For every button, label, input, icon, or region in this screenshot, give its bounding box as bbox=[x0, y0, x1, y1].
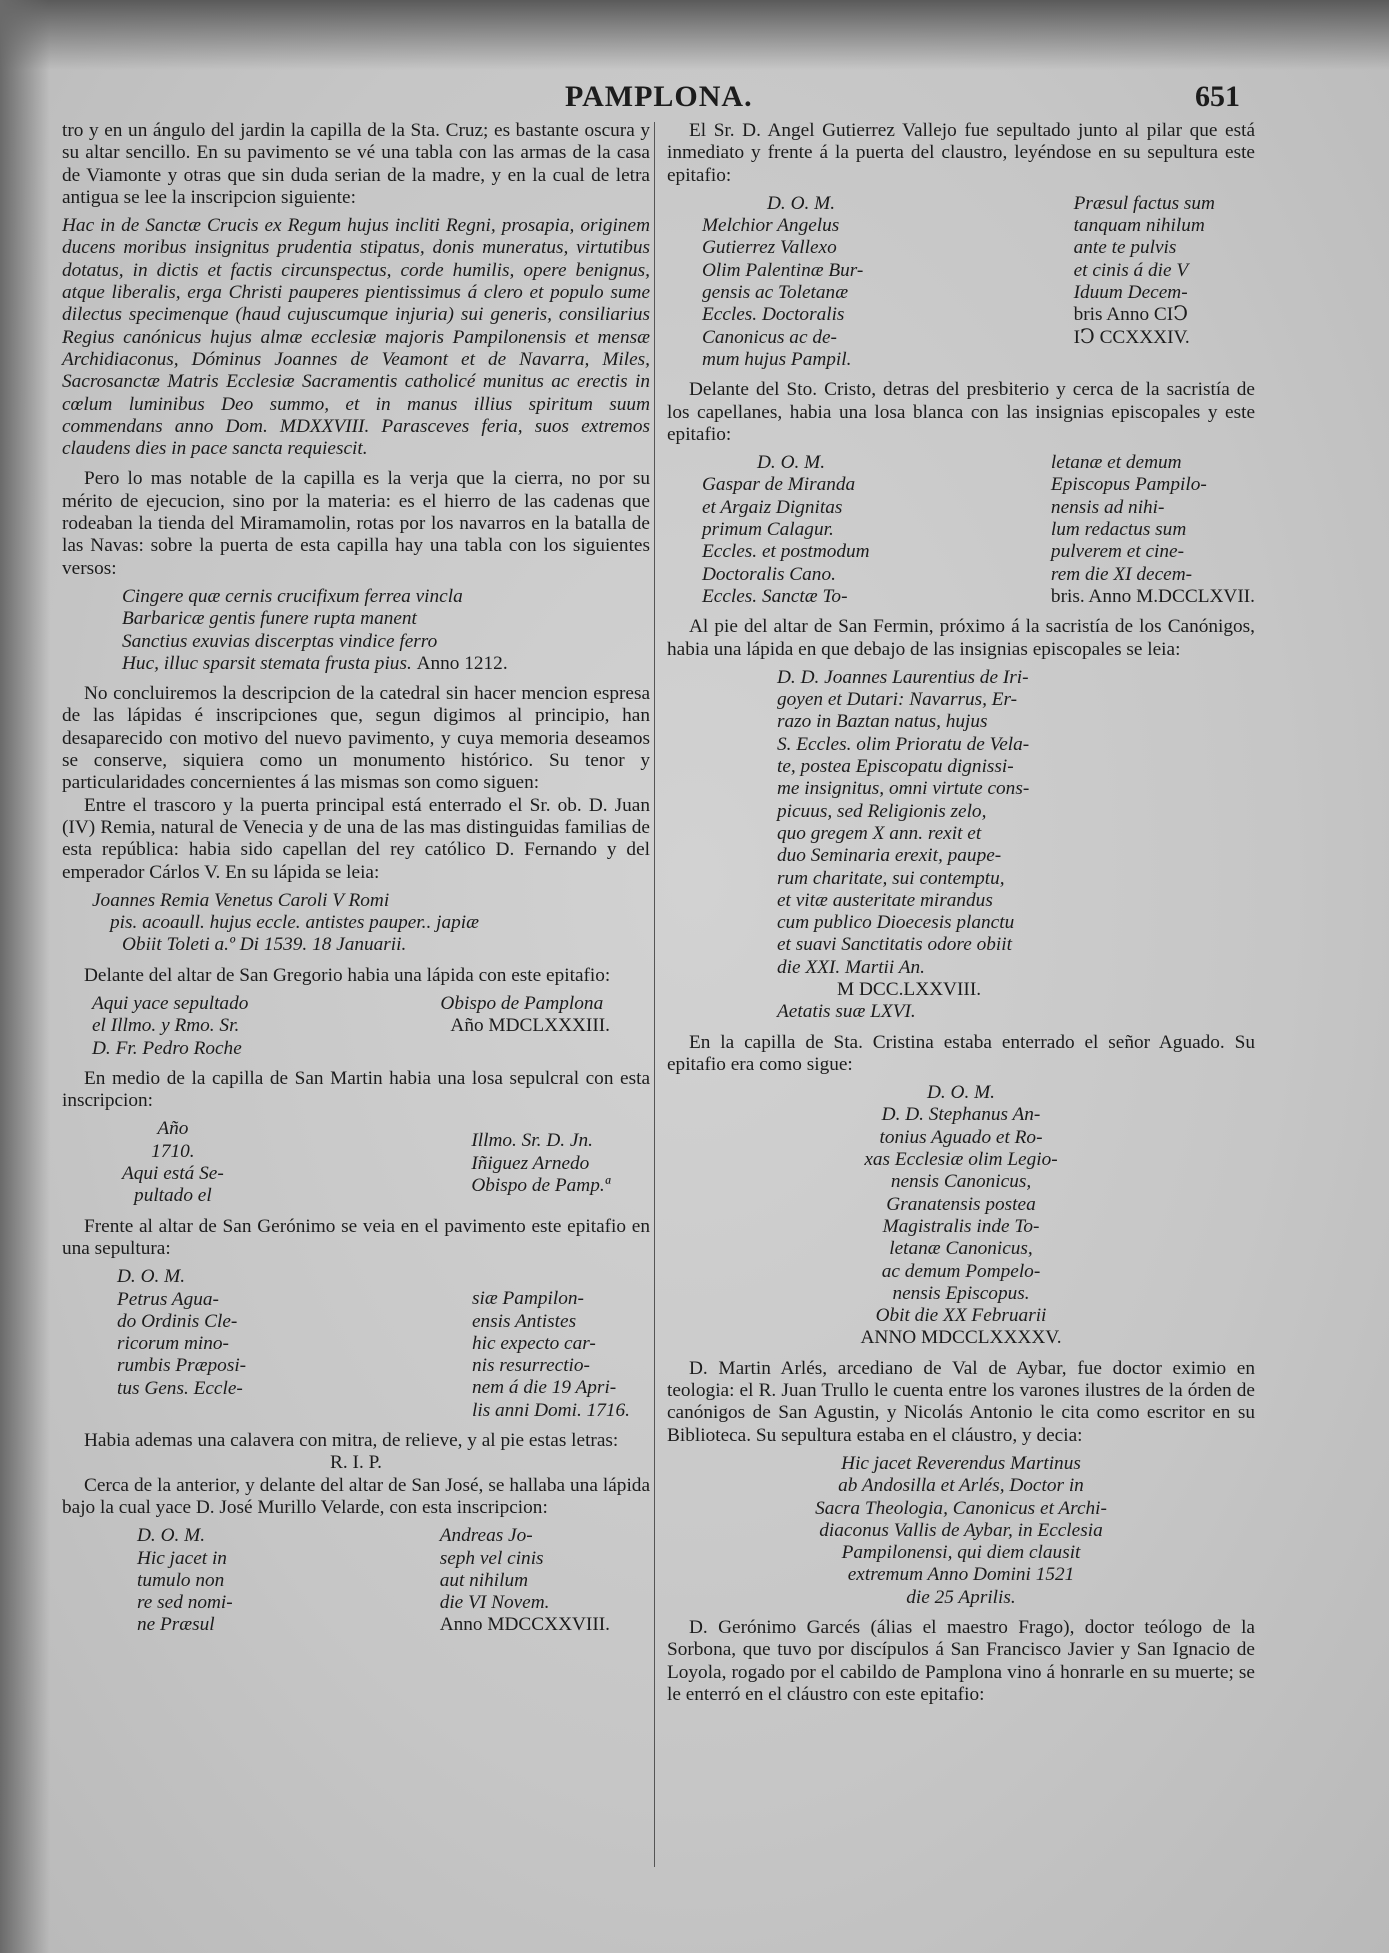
inscription-line: die XXI. Martii An. bbox=[777, 956, 925, 978]
inscription-line: ensis Antistes bbox=[471, 1310, 577, 1332]
inscription-line: et vitæ austeritate mirandus bbox=[777, 889, 993, 911]
inscription-col bbox=[472, 1266, 630, 1422]
inscription-line: me insignitus, omni virtute cons- bbox=[777, 778, 1030, 800]
inscription-line: ac demum Pompelo- bbox=[881, 1260, 1041, 1282]
inscription-line: nis resurrectio- bbox=[471, 1355, 590, 1377]
inscription-col bbox=[702, 193, 863, 371]
inscription-line: ante te pulvis bbox=[1073, 237, 1177, 259]
scan-shadow-top bbox=[0, 0, 1389, 70]
inscription-line: rumbis Præposi- bbox=[117, 1355, 247, 1377]
inscription-line: D. D. Stephanus An- bbox=[881, 1104, 1041, 1126]
verses-block bbox=[122, 586, 650, 675]
inscription-line: Sacra Theologia, Canonicus et Archi- bbox=[815, 1497, 1107, 1519]
verse-line bbox=[122, 653, 650, 675]
inscription-line: Olim Palentinæ Bur- bbox=[702, 259, 864, 281]
paragraph: No concluiremos la descripcion de la catedral sin hacer mencion espresa de las lápidas é inscripciones que, segun digimos al principio, han desaparecido con motivo del nuevo pavimento, y cuya memoria deseamos se conserve, siquiera como un monumento histórico. Su tenor y particularidades concernientes á las mismas son como siguen: bbox=[62, 683, 650, 794]
inscription-murillo bbox=[62, 1525, 650, 1636]
inscription-line: S. Eccles. olim Prioratu de Vela- bbox=[777, 733, 1030, 755]
inscription-line: Pampilonensi, qui diem clausit bbox=[841, 1542, 1081, 1564]
inscription-veamont: Hac in de Sanctæ Crucis ex Regum hujus incliti Regni, prosapia, originem ducens moribus insignitus prudentia stipatus, donis muneratus, virtutibus dotatus, in dictis et factis circunspectus, corde humilis, opere benignus, atque liberalis, erga Christi pauperes pientissimus á clero et populo sume dilectus specimenque (haud cujuscumque injuria) sui generis, consiliarius Regius canónicus hujus almæ ecclesiæ majoris Pampilonensis et mensæ Archidiaconus, Dóminus Joannes de Veamont et de Navarra, Miles, Sacrosanctæ Matris Ecclesiæ Sacramentis catholicé munitus ac erectis in cœlum luminibus Deo summo, et in manus illius spiritum suum commendans anno Dom. MDXXVIII. Parasceves feria, suos extremos claudens dies in pace sancta requiescit. bbox=[62, 215, 650, 460]
inscription-line: Joannes Remia Venetus Caroli V Romi bbox=[92, 889, 390, 911]
inscription-line: razo in Baztan natus, hujus bbox=[777, 711, 988, 733]
inscription-col bbox=[440, 993, 610, 1060]
inscription-line: Episcopus Pampilo- bbox=[1050, 474, 1207, 496]
inscription-line: nem á die 19 Apri- bbox=[471, 1377, 617, 1399]
inscription-line: Aetatis suæ LXVI. bbox=[777, 1001, 916, 1023]
inscription-line: tonius Aguado et Ro- bbox=[879, 1126, 1043, 1148]
inscription-line: pultado el bbox=[134, 1185, 212, 1207]
inscription-line: do Ordinis Cle- bbox=[117, 1310, 238, 1332]
inscription-line: extremum Anno Domini 1521 bbox=[847, 1564, 1075, 1586]
inscription-line: Petrus Agua- bbox=[117, 1288, 219, 1310]
inscription-line: Anno MDCCXXVIII. bbox=[439, 1614, 610, 1636]
inscription-line: rem die XI decem- bbox=[1050, 563, 1193, 585]
inscription-line: diaconus Vallis de Aybar, in Ecclesia bbox=[819, 1519, 1103, 1541]
inscription-line: D. O. M. bbox=[117, 1266, 186, 1288]
inscription-line: et suavi Sanctitatis odore obiit bbox=[777, 934, 1012, 956]
inscription-col bbox=[471, 1118, 610, 1207]
inscription-line: die 25 Aprilis. bbox=[906, 1586, 1016, 1608]
inscription-col bbox=[92, 993, 248, 1060]
inscription-line: picuus, sed Religionis zelo, bbox=[777, 800, 987, 822]
paragraph: Delante del Sto. Cristo, detras del presbiterio y cerca de la sacristía de los capellanes, habia una losa blanca con las insignias episcopales y este epitafio: bbox=[667, 379, 1255, 445]
inscription-line: seph vel cinis bbox=[439, 1547, 544, 1569]
paragraph: Al pie del altar de San Fermin, próximo á la sacristía de los Canónigos, habia una lápida en que debajo de las insignias episcopales se leia: bbox=[667, 616, 1255, 660]
inscription-line: siæ Pampilon- bbox=[471, 1288, 584, 1310]
inscription-line: letanæ Canonicus, bbox=[889, 1238, 1033, 1260]
paragraph: Entre el trascoro y la puerta principal está enterrado el Sr. ob. D. Juan (IV) Remia, natural de Venecia y de una de las mas distinguidas familias de esta república: habia sido capellan del rey católico D. Fernando y del emperador Cárlos V. En su lápida se leia: bbox=[62, 794, 650, 883]
inscription-line: nensis ad nihi- bbox=[1050, 496, 1165, 518]
inscription-line: quo gregem X ann. rexit et bbox=[777, 822, 982, 844]
inscription-line: re sed nomi- bbox=[137, 1592, 233, 1614]
inscription-line: die VI Novem. bbox=[439, 1592, 550, 1614]
inscription-line: Hic jacet in bbox=[137, 1547, 227, 1569]
paragraph: Delante del altar de San Gregorio habia una lápida con este epitafio: bbox=[84, 964, 611, 986]
inscription-col bbox=[440, 1525, 610, 1636]
inscription-line: letanæ et demum bbox=[1050, 452, 1182, 474]
inscription-line: D. O. M. bbox=[137, 1525, 206, 1547]
inscription-line: hic expecto car- bbox=[471, 1332, 596, 1354]
inscription-line: Año MDCLXXXIII. bbox=[450, 1015, 610, 1037]
inscription-line: Illmo. Sr. D. Jn. bbox=[471, 1130, 593, 1152]
inscription-line: D. O. M. bbox=[757, 452, 826, 474]
inscription-line: Aqui está Se- bbox=[122, 1163, 224, 1185]
left-column bbox=[62, 120, 650, 1645]
paragraph: Habia ademas una calavera con mitra, de relieve, y al pie estas letras: bbox=[84, 1430, 619, 1452]
inscription-line: pulverem et cine- bbox=[1050, 541, 1185, 563]
inscription-line: primum Calagur. bbox=[702, 519, 834, 541]
inscription-line: 1710. bbox=[151, 1140, 195, 1162]
inscription-line: pis. acoaull. hujus eccle. antistes pauper.. japiæ bbox=[110, 912, 479, 934]
inscription-line: duo Seminaria erexit, paupe- bbox=[777, 845, 1002, 867]
inscription-line: lum redactus sum bbox=[1050, 519, 1187, 541]
inscription-line: Obispo de Pamplona bbox=[440, 992, 604, 1014]
inscription-line: Eccles. et postmodum bbox=[702, 541, 870, 563]
inscription-aguado-petrus bbox=[62, 1266, 650, 1422]
inscription-line: ab Andosilla et Arlés, Doctor in bbox=[838, 1475, 1084, 1497]
inscription-line: D. Fr. Pedro Roche bbox=[92, 1037, 242, 1059]
paragraph: D. Gerónimo Garcés (álias el maestro Frago), doctor teólogo de la Sorbona, que tuvo por discípulos á San Francisco Javier y San Ignacio de Loyola, rogado por el cabildo de Pamplona vino á honrarle en su muerte; se le enterró en el cláustro con este epitafio: bbox=[667, 1617, 1255, 1705]
inscription-line: ANNO MDCCLXXXXV. bbox=[860, 1327, 1062, 1349]
inscription-line: D. O. M. bbox=[926, 1082, 995, 1104]
inscription-irigoyen bbox=[777, 667, 1255, 1024]
inscription-line: Eccles. Doctoralis bbox=[702, 304, 845, 326]
inscription-col bbox=[702, 452, 870, 608]
inscription-line: Obispo de Pamp.ª bbox=[471, 1175, 610, 1197]
inscription-line: lis anni Domi. 1716. bbox=[471, 1399, 630, 1421]
inscription-col bbox=[117, 1266, 246, 1422]
scan-shadow-left bbox=[0, 0, 50, 1953]
inscription-line: Hic jacet Reverendus Martinus bbox=[841, 1452, 1081, 1474]
paragraph: Pero lo mas notable de la capilla es la verja que la cierra, no por su mérito de ejecucion, sino por la materia: es el hierro de las cadenas que rodeaban la tienda del Miramamolin, rotas por los navarros en la batalla de las Navas: sobre la puerta de esta capilla hay una tabla con los siguientes versos: bbox=[62, 468, 650, 579]
inscription-line: et cinis á die V bbox=[1073, 259, 1189, 281]
inscription-line: aut nihilum bbox=[439, 1569, 529, 1591]
inscription-line: mum hujus Pampil. bbox=[702, 348, 852, 370]
inscription-line: Andreas Jo- bbox=[439, 1525, 533, 1547]
inscription-line: Melchior Angelus bbox=[702, 215, 840, 237]
inscription-line: bris Anno CIↃ bbox=[1073, 304, 1188, 326]
inscription-line: nensis Episcopus. bbox=[892, 1282, 1030, 1304]
right-column bbox=[667, 120, 1255, 1706]
inscription-line: el Illmo. y Rmo. Sr. bbox=[92, 1015, 240, 1037]
rip-letters: R. I. P. bbox=[330, 1452, 382, 1474]
inscription-line: nensis Canonicus, bbox=[890, 1171, 1032, 1193]
inscription-line: D. D. Joannes Laurentius de Iri- bbox=[777, 666, 1029, 688]
page-header bbox=[60, 80, 1240, 116]
inscription-roche bbox=[62, 993, 650, 1060]
paragraph: Frente al altar de San Gerónimo se veia en el pavimento este epitafio en una sepultura: bbox=[62, 1215, 650, 1259]
paragraph: tro y en un ángulo del jardin la capilla de la Sta. Cruz; es bastante oscura y su altar sencillo. En su pavimento se vé una tabla con las armas de la casa de Viamonte y otras que sin duda serian de la madre, y en la cual de letra antigua se lee la inscripcion siguiente: bbox=[62, 120, 650, 208]
inscription-line: Doctoralis Cano. bbox=[702, 563, 836, 585]
inscription-line: Iduum Decem- bbox=[1073, 282, 1188, 304]
inscription-line: tumulo non bbox=[137, 1569, 225, 1591]
inscription-line: ne Præsul bbox=[137, 1614, 215, 1636]
inscription-line: Obit die XX Februarii bbox=[875, 1305, 1047, 1327]
inscription-line: Eccles. Sanctæ To- bbox=[702, 585, 848, 607]
inscription-aguado bbox=[667, 1082, 1255, 1350]
verse-line: Barbaricæ gentis funere rupta manent bbox=[122, 608, 417, 630]
inscription-line: bris. Anno M.DCCLXVII. bbox=[1050, 585, 1255, 607]
inscription-line: et Argaiz Dignitas bbox=[702, 496, 843, 518]
inscription-iniguez bbox=[62, 1118, 650, 1207]
page-number: 651 bbox=[1195, 80, 1240, 113]
paragraph: D. Martin Arlés, arcediano de Val de Aybar, fue doctor eximio en teologia: el R. Juan Trullo le cuenta entre los varones ilustres de la órden de canónigos de San Agustin, y Nicolás Antonio le cita como escritor en su Biblioteca. Su sepultura estaba en el cláustro, y decia: bbox=[667, 1357, 1255, 1446]
paragraph: Cerca de la anterior, y delante del altar de San José, se hallaba una lápida bajo la cual yace D. José Murillo Velarde, con esta inscripcion: bbox=[62, 1474, 650, 1518]
inscription-line: IↃ CCXXXIV. bbox=[1073, 326, 1190, 348]
inscription-line: rum charitate, sui contemptu, bbox=[777, 867, 1005, 889]
inscription-line: Magistralis inde To- bbox=[882, 1215, 1040, 1237]
running-title: PAMPLONA. bbox=[565, 80, 753, 113]
inscription-line: M DCC.LXXVIII. bbox=[837, 978, 982, 1000]
paragraph: En medio de la capilla de San Martin habia una losa sepulcral con esta inscripcion: bbox=[62, 1067, 650, 1112]
inscription-line: ricorum mino- bbox=[117, 1333, 229, 1355]
inscription-line: xas Ecclesiæ olim Legio- bbox=[864, 1149, 1058, 1171]
inscription-line: cum publico Dioecesis planctu bbox=[777, 912, 1015, 934]
verse-year: Anno 1212. bbox=[416, 652, 508, 674]
inscription-col bbox=[1074, 193, 1215, 371]
inscription-line: Granatensis postea bbox=[886, 1193, 1036, 1215]
inscription-col bbox=[137, 1525, 233, 1636]
inscription-line: Gaspar de Miranda bbox=[702, 474, 856, 496]
inscription-line: Præsul factus sum bbox=[1073, 192, 1215, 214]
inscription-line: tanquam nihilum bbox=[1073, 215, 1205, 237]
inscription-line: Aqui yace sepultado bbox=[92, 992, 249, 1014]
paragraph: En la capilla de Sta. Cristina estaba enterrado el señor Aguado. Su epitafio era como sigue: bbox=[667, 1031, 1255, 1075]
inscription-line: te, postea Episcopatu dignissi- bbox=[777, 756, 1014, 778]
inscription-col bbox=[122, 1118, 224, 1207]
inscription-line: Gutierrez Vallexo bbox=[702, 237, 837, 259]
verse-line: Sanctius exuvias discerptas vindice ferro bbox=[122, 630, 438, 652]
paragraph: El Sr. D. Angel Gutierrez Vallejo fue sepultado junto al pilar que está inmediato y frente á la puerta del claustro, leyéndose en su sepultura este epitafio: bbox=[667, 120, 1255, 186]
inscription-line: Año bbox=[157, 1118, 189, 1140]
inscription-miranda bbox=[667, 452, 1255, 608]
inscription-line: tus Gens. Eccle- bbox=[117, 1377, 243, 1399]
verse-line: Cingere quæ cernis crucifixum ferrea vincla bbox=[122, 585, 463, 607]
inscription-arles bbox=[667, 1453, 1255, 1609]
inscription-line: Canonicus ac de- bbox=[702, 326, 837, 348]
inscription-remia bbox=[92, 890, 650, 957]
verse-text: Huc, illuc sparsit stemata frusta pius. bbox=[122, 652, 412, 674]
inscription-line: D. O. M. bbox=[767, 192, 836, 214]
inscription-gutierrez bbox=[667, 193, 1255, 371]
inscription-line: Iñiguez Arnedo bbox=[471, 1152, 590, 1174]
inscription-line: gensis ac Toletanæ bbox=[702, 282, 849, 304]
column-divider bbox=[654, 122, 655, 1867]
inscription-col bbox=[1051, 452, 1255, 608]
inscription-line: Obiit Toleti a.º Di 1539. 18 Januarii. bbox=[122, 934, 407, 956]
inscription-line: goyen et Dutari: Navarrus, Er- bbox=[777, 689, 1018, 711]
